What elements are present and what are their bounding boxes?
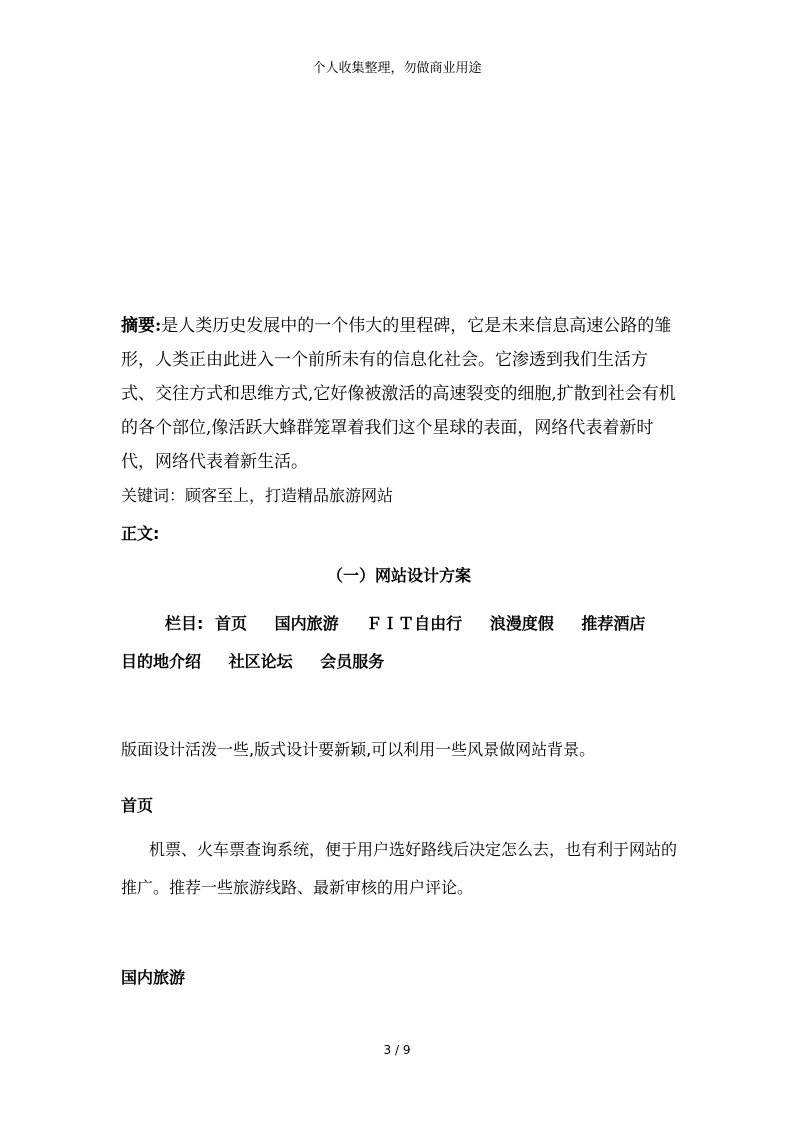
columns-label: 栏目: (165, 614, 204, 633)
column-item-romantic: 浪漫度假 (489, 614, 554, 633)
page-header: 个人收集整理，勿做商业用途 (312, 61, 482, 76)
column-item-home: 首页 (214, 614, 247, 633)
body-label: 正文: (121, 524, 160, 543)
abstract-text: 是人类历史发展中的一个伟大的里程碑，它是未来信息高速公路的雏形，人类正由此进入一个前所未有的信息化社会。它渗透到我们生活方式、交往方式和思维方式,它好像被激活的高速裂变的细胞,扩散到社会有机的各个部位,像活跃大蜂群笼罩着我们这个星球的表面，网络代表着新时代，网络代表着新生活。 (121, 316, 676, 472)
keywords-line: 关键词：顾客至上，打造精品旅游网站 (121, 486, 394, 505)
section-title: （一）网站设计方案 (326, 566, 471, 585)
column-item-members: 会员服务 (320, 652, 385, 671)
column-item-domestic: 国内旅游 (274, 614, 339, 633)
page-number: 3 / 9 (383, 1043, 411, 1057)
abstract-label: 摘要: (121, 316, 162, 336)
columns-list (121, 605, 677, 681)
abstract-paragraph (121, 309, 677, 479)
column-item-fit: ＦＩＴ自由行 (366, 614, 463, 633)
column-item-destinations: 目的地介绍 (121, 652, 202, 671)
document-content (121, 309, 677, 995)
domestic-heading: 国内旅游 (121, 968, 186, 987)
column-item-forum: 社区论坛 (228, 652, 293, 671)
home-heading: 首页 (121, 796, 154, 815)
column-item-hotels: 推荐酒店 (581, 614, 646, 633)
layout-paragraph: 版面设计活泼一些,版式设计要新颖,可以利用一些风景做网站背景。 (121, 740, 596, 759)
home-paragraph: 机票、火车票查询系统，便于用户选好路线后决定怎么去，也有利于网站的推广。推荐一些旅游线路、最新审核的用户评论。 (121, 840, 678, 897)
